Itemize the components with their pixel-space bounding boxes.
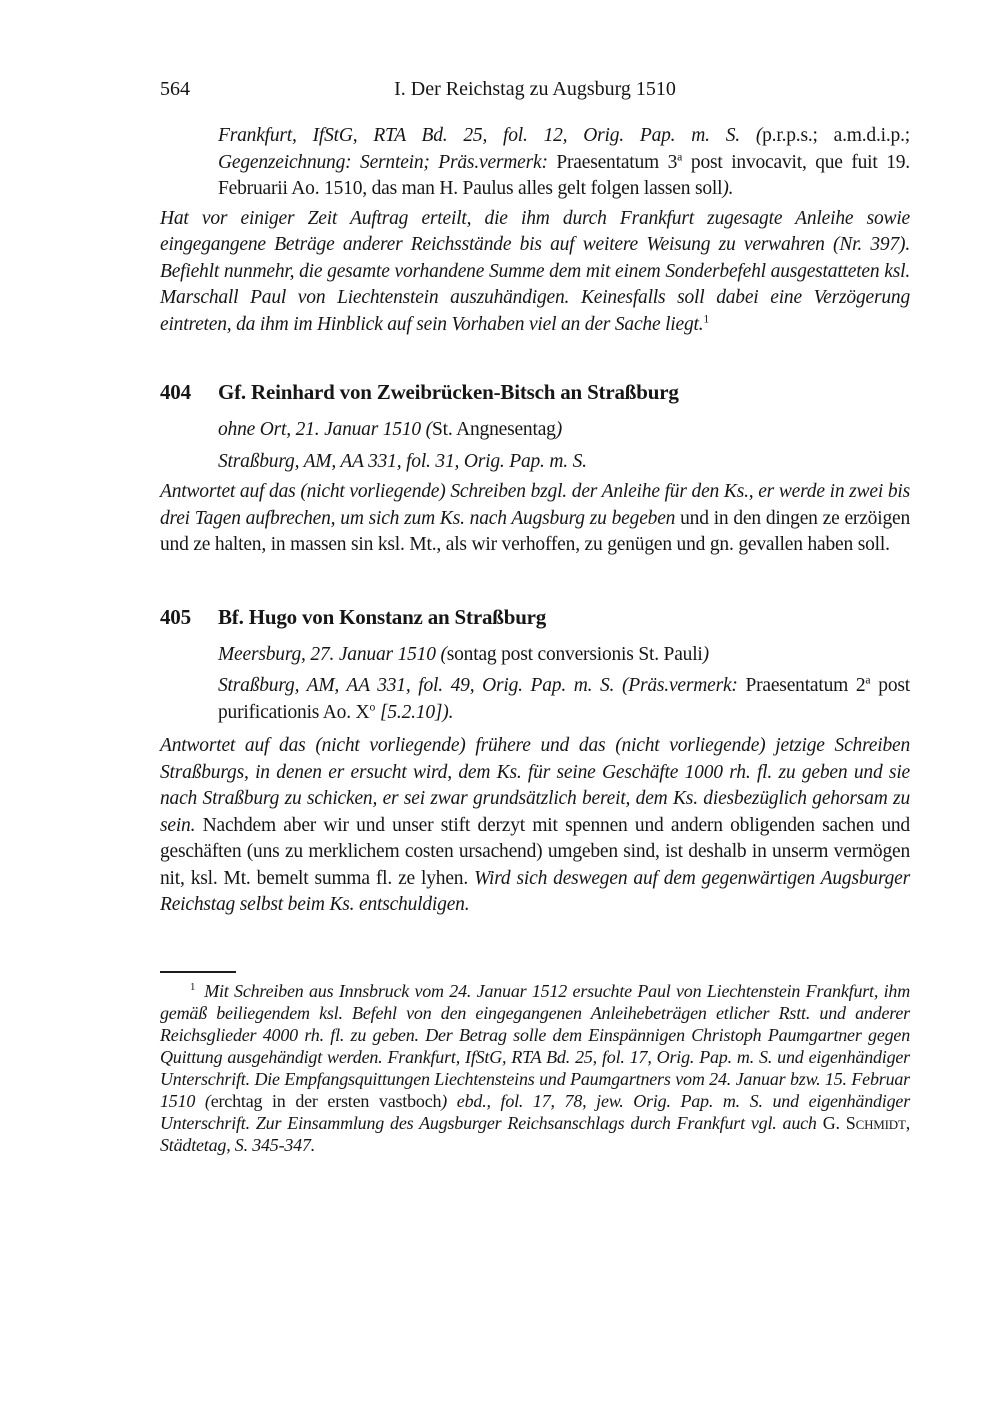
entry-404 [160, 378, 910, 559]
text-run: Straßburg, AM, AA 331, fol. 31, Orig. Pap. m. S. [218, 450, 587, 472]
entry-405-body [160, 733, 910, 919]
text-run: und in den dingen ze erzöigen und ze halten, in massen sin ksl. Mt., als wir verhoffen, zu genügen und gn. gevallen haben soll. [160, 507, 910, 555]
entry-404-body [160, 479, 910, 559]
text-run: o [369, 700, 376, 713]
text-run: Schmidt [845, 1112, 906, 1133]
text-run: ). [722, 178, 734, 199]
footnote-area [160, 971, 910, 1156]
entry-403-source-line [218, 123, 910, 203]
entry-403-summary [160, 206, 910, 339]
entry-404-date-line [218, 417, 910, 444]
entry-405-source-line [218, 673, 910, 726]
text-run: 1 [190, 980, 196, 993]
running-head [160, 76, 910, 102]
running-header-title: I. Der Reichstag zu Augsburg 1510 [394, 78, 676, 100]
text-run: ) [702, 643, 709, 665]
text-run: sontag post conversionis St. Pauli [446, 643, 703, 665]
text-run: a [865, 673, 871, 687]
footnote-rule [160, 971, 236, 973]
text-run: 1 [703, 312, 710, 325]
text-run: p.r.p.s.; a.m.d.i.p.; [762, 125, 910, 146]
entry-405-heading [160, 603, 910, 631]
text-run: post purificationis Ao. X [218, 675, 910, 723]
text-run: Nachdem aber wir und unser stift derzyt mit spennen und andern obligenden sachen und geschäften (uns zu merklichem costen ursachend) umgeben sind, ist deshalb in unserm vermögen nit, ksl. Mt. bemelt summa fl. ze lyhen. [160, 814, 910, 889]
text-run: Praesentatum 3 [556, 151, 678, 173]
text-run: G. [822, 1112, 846, 1133]
text-run: erchtag in der ersten vastboch [210, 1090, 442, 1111]
text-run: Mit Schreiben aus Innsbruck vom 24. Januar 1512 ersuchte Paul von Liechtenstein Frankfurt, ihm gemäß beiliegendem ksl. Befehl von den eingegangenen Anleihebeträgen etlicher Rstt. und anderer Reichsglieder 4000 rh. fl. zu geben. Der Betrag solle dem Einspännigen Christoph Paumgartner gegen Quittung ausgehändigt werden. Frankfurt, IfStG, RTA Bd. 25, fol. 17, Orig. Pap. m. S. und eigenhändiger Unterschrift. Die Empfangsquittungen Liechtensteins und Paumgartners vom 24. Januar bzw. 15. Februar 1510 ( [160, 980, 910, 1111]
page-number: 564 [160, 78, 190, 100]
text-run: , [905, 1112, 910, 1133]
text-run: [5.2.10]). [375, 701, 454, 723]
text-run: Hat vor einiger Zeit Auftrag erteilt, die ihm durch Frankfurt zugesagte Anleihe sowie eingegangene Beträge anderer Reichsstände bis auf weitere Weisung zu verwahren (Nr. 397). Befiehlt nunmehr, die gesamte vorhandene Summe dem mit einem Sonderbefehl ausgestatteten ksl. Marschall Paul von Liechtenstein auszuhändigen. Keinesfalls soll dabei eine Verzögerung eintreten, da ihm im Hinblick auf sein Vorhaben viel an der Sache liegt. [160, 207, 910, 335]
entry-404-heading [160, 378, 910, 406]
text-run: Straßburg, AM, AA 331, fol. 49, Orig. Pap. m. S. (Präs.vermerk: [218, 675, 746, 696]
text-run: Antwortet auf das (nicht vorliegende) frühere und das (nicht vorliegende) jetzige Schreiben Straßburgs, in denen er ersucht wird, dem Ks. für seine Geschäfte 1000 rh. fl. zu geben und sie nach Straßburg zu schicken, er sei zwar grundsätzlich bereit, dem Ks. diesbezüglich gehorsam zu sein. [160, 735, 910, 836]
entry-405-number: 405 [160, 604, 191, 629]
text-run: ) [555, 419, 563, 440]
text-run: Frankfurt, IfStG, RTA Bd. 25, fol. 12, Orig. Pap. m. S. ( [218, 125, 763, 146]
text-run: post invocavit, que fuit 19. Februarii Ao. 1510, das man H. Paulus alles gelt folgen lassen soll [218, 151, 910, 199]
entry-405 [160, 603, 910, 919]
text-run: ohne Ort, 21. Januar 1510 ( [218, 419, 432, 440]
text-run: Antwortet auf das (nicht vorliegende) Schreiben bzgl. der Anleihe für den Ks., er werde in zwei bis drei Tagen aufbrechen, um sich zum Ks. nach Augsburg zu begeben [160, 481, 910, 529]
text-run: Wird sich deswegen auf dem gegenwärtigen Augsburger Reichstag selbst beim Ks. entschuldigen. [160, 867, 910, 915]
text-run: a [677, 150, 683, 163]
text-run: Meersburg, 27. Januar 1510 ( [218, 643, 447, 665]
text-run: ) ebd., fol. 17, 78, jew. Orig. Pap. m. S. und eigenhändiger Unterschrift. Zur Einsammlung des Augsburger Reichsanschlags durch Frankfurt vgl. auch [160, 1090, 910, 1133]
entry-403-continuation [160, 123, 910, 338]
entry-404-title: Gf. Reinhard von Zweibrücken-Bitsch an Straßburg [218, 380, 679, 404]
text-run: Städtetag, S. 345-347. [160, 1134, 316, 1155]
entry-404-number: 404 [160, 380, 191, 404]
text-run: Gegenzeichnung: Serntein; Präs.vermerk: [218, 151, 557, 173]
entry-404-source-line [218, 449, 910, 476]
entry-405-date-line [218, 642, 910, 669]
text-run: St. Angnesentag [431, 419, 556, 440]
text-run: Praesentatum 2 [745, 675, 866, 696]
footnote-1 [160, 980, 910, 1156]
entry-405-title: Bf. Hugo von Konstanz an Straßburg [218, 604, 547, 629]
